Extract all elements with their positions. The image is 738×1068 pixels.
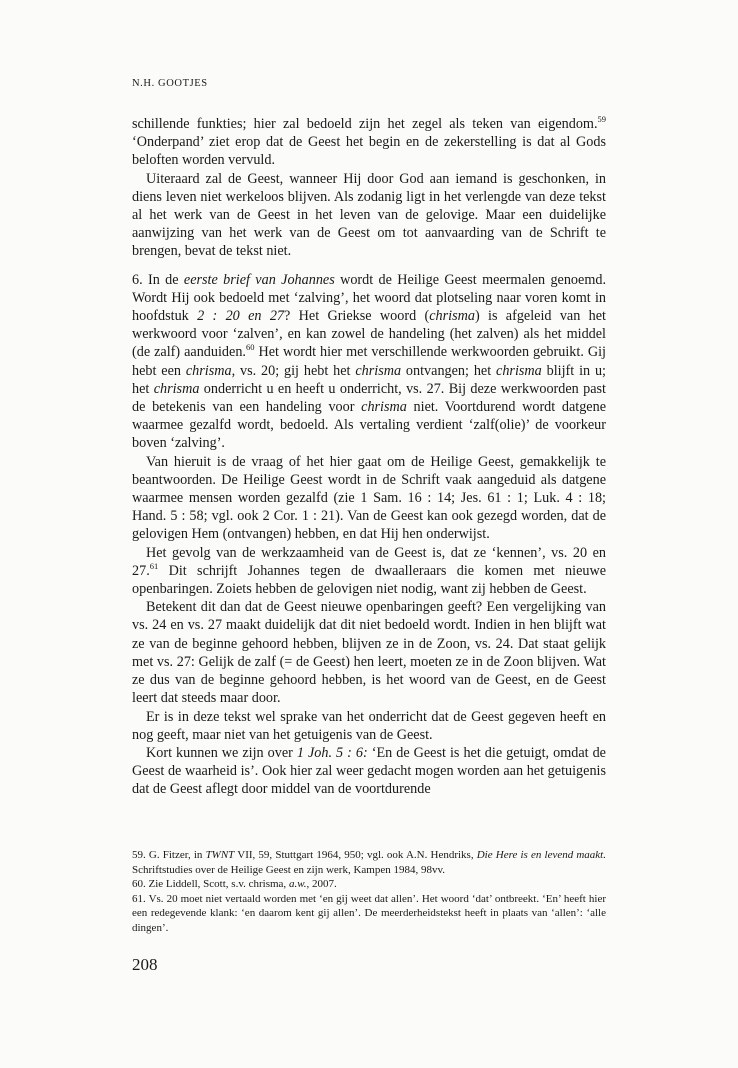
text-run: onderricht u en heeft u onderricht, vs. 27. Bij deze werkwoorden past de betekenis van een handeling voor [132, 380, 606, 416]
page-number: 208 [132, 955, 158, 974]
italic-run: chrisma [153, 380, 200, 397]
italic-run: chrisma [429, 308, 475, 325]
paragraph [132, 744, 606, 799]
paragraph [132, 115, 606, 170]
footnote [132, 877, 606, 892]
body-text [132, 115, 606, 799]
text-run: ‘En de Geest is het die getuigt, omdat de Geest de waarheid is’. Ook hier zal weer gedacht mogen worden aan het getuigenis dat de Geest aflegt door middel van de voortdurende [132, 744, 606, 798]
text-run: Kort kunnen we zijn over [146, 744, 297, 761]
text-run: , vs. 20; gij hebt het [231, 362, 356, 379]
text-run: niet. Voortdurend wordt datgene waarmee gezalfd wordt, bedoeld. Als vertaling verdient ‘zalf(olie)’ de voorkeur boven ‘zalving’. [132, 399, 606, 452]
text-run: Uiteraard zal de Geest, wanneer Hij door God aan iemand is geschonken, in diens leven niet werkeloos blijven. Als zodanig ligt in het verlengde van deze tekst al het werk van de Geest in het leven van de gelovige. Maar een duidelijke aanwijzing van het werk van de Geest om tot aanvaarding van de Schrift te brengen, bevat de tekst niet. [132, 170, 606, 260]
paragraph [132, 271, 606, 453]
text-run: Het wordt hier met verschillende werkwoorden gebruikt. Gij hebt een [132, 344, 607, 379]
paragraph [132, 544, 606, 599]
paragraph [132, 708, 606, 744]
italic-run: TWNT [205, 849, 235, 861]
text-run: 6. In de [132, 271, 184, 288]
text-run: wordt de Heilige Geest meermalen genoemd. Wordt Hij ook bedoeld met ‘zalving’, het woord dat plotseling naar voren komt in hoofdstuk [132, 271, 606, 325]
italic-run: Die Here is en levend maakt. [476, 849, 606, 861]
text-run: 59. G. Fitzer, in [132, 849, 206, 861]
text-run: Schriftstudies over de Heilige Geest en zijn werk, Kampen 1984, 98vv. [132, 863, 446, 876]
italic-run: a.w. [288, 878, 307, 890]
text-run: blijft in u; het [132, 362, 607, 397]
text-run: 60. Zie Liddell, Scott, s.v. chrisma, [132, 878, 289, 890]
text-run: Dit schrijft Johannes tegen de dwaalleraars die komen met nieuwe openbaringen. Zoiets hebben de gelovigen niet nodig, want zij hebben de Geest. [132, 562, 606, 598]
italic-run: chrisma [185, 362, 232, 379]
italic-run: chrisma [496, 362, 542, 379]
text-run: , 2007. [306, 878, 337, 890]
text-run: Het gevolg van de werkzaamheid van de Geest is, dat ze ‘kennen’, vs. 20 en 27. [132, 544, 606, 579]
italic-run: eerste brief van Johannes [183, 271, 335, 288]
text-run: ? Het Griekse woord ( [284, 308, 430, 325]
text-run: Betekent dit dan dat de Geest nieuwe openbaringen geeft? Een vergelijking van vs. 24 en vs. 27 maakt duidelijk dat dit niet bedoeld wordt. Indien in hen blijft wat ze van de beginne gehoord hebben, blijven ze in de Zoon, vs. 24. Dat staat gelijk met vs. 27: Gelijk de zalf (= de Geest) hen leert, moeten ze in de Zoon blijven. Wat ze dus van de beginne gehoord hebben, is het woord van de Geest, en de Geest leert dat steeds maar door. [132, 599, 606, 707]
text-run: ‘Onderpand’ ziet erop dat de Geest het begin en de zekerstelling is dat al Gods beloften worden vervuld. [132, 134, 606, 169]
footnote-ref: 61 [149, 560, 159, 571]
footnote-ref: 59 [597, 114, 606, 124]
italic-run: 1 Joh. 5 : 6: [296, 744, 368, 761]
paragraph [132, 170, 606, 261]
paragraph [132, 598, 606, 707]
footnote [132, 892, 606, 936]
text-run: 61. Vs. 20 moet niet vertaald worden met ‘en gij weet dat allen’. Het woord ‘dat’ ontbreekt. ‘En’ heeft hier een redegevende klank: ‘en daarom kent gij allen’. De meerderheidstekst heeft in plaats van ‘allen’: ‘alle dingen’. [132, 892, 606, 934]
footnotes [132, 848, 606, 935]
paragraph [132, 453, 606, 544]
text-run: Van hieruit is de vraag of het hier gaat om de Heilige Geest, gemakkelijk te beantwoorden. De Heilige Geest wordt in de Schrift vaak aangeduid als datgene waarmee mensen worden gezalfd (zie 1 Sam. 16 : 14; Jes. 61 : 1; Luk. 4 : 18; Hand. 5 : 58; vgl. ook 2 Cor. 1 : 21). Van de Geest kan ook gezegd worden, dat de gelovigen Hem (ontvangen) hebben, en dat Hij hen onderwijst. [132, 453, 606, 543]
text-run: ) is afgeleid van het werkwoord voor ‘zalven’, en kan zowel de handeling (het zalven) als het middel (de zalf) aanduiden. [132, 308, 606, 361]
italic-run: 2 : 20 en 27 [197, 308, 285, 325]
italic-run: chrisma [355, 362, 402, 379]
text-run: VII, 59, Stuttgart 1964, 950; vgl. ook A.N. Hendriks, [234, 849, 477, 861]
text-run: Er is in deze tekst wel sprake van het onderricht dat de Geest gegeven heeft en nog geeft, maar niet van het getuigenis van de Geest. [132, 708, 606, 743]
text-run: schillende funkties; hier zal bedoeld zijn het zegel als teken van eigendom. [132, 116, 598, 132]
footnote-ref: 60 [245, 342, 255, 353]
running-head: N.H. GOOTJES [132, 78, 208, 89]
text-run: ontvangen; het [401, 362, 497, 379]
italic-run: chrisma [361, 399, 407, 416]
footnote [132, 848, 606, 877]
